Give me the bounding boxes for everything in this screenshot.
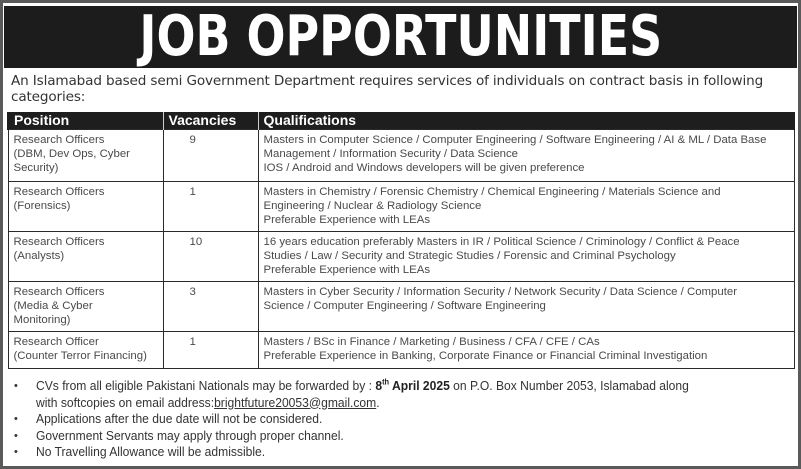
position-line: Research Officer xyxy=(13,335,99,348)
position-cell xyxy=(8,181,163,231)
notes-list xyxy=(14,378,794,461)
qualification-line: IOS / Android and Windows developers will be given preference xyxy=(263,162,585,175)
position-line: (Forensics) xyxy=(13,199,71,212)
qualifications-cell xyxy=(258,231,794,281)
note-item xyxy=(14,444,794,461)
note-line2-prefix: with softcopies on email address: xyxy=(36,394,215,410)
table-row xyxy=(8,281,794,331)
banner-title: JOB OPPORTUNITIES xyxy=(139,4,662,69)
position-cell xyxy=(8,331,163,368)
qualifications-cell xyxy=(258,129,794,181)
note-text-line2 xyxy=(36,395,380,412)
date-suffix: th xyxy=(382,377,390,387)
qualification-line: 16 years education preferably Masters in IR / Political Science / Criminology / Conflict & Peace xyxy=(263,235,740,248)
vacancies-cell: 1 xyxy=(163,331,258,368)
header-position: Position xyxy=(8,112,163,129)
qualification-line: Masters in Computer Science / Computer Engineering / Software Engineering / AI & ML / Data Base xyxy=(263,133,767,146)
qualification-line: Masters / BSc in Finance / Marketing / Business / CFA / CFE / CAs xyxy=(263,335,600,348)
position-line: (Counter Terror Financing) xyxy=(13,349,147,362)
table-row xyxy=(8,331,794,368)
note-text xyxy=(36,378,689,395)
email-link[interactable]: brightfuture20053@gmail.com xyxy=(214,394,377,410)
bullet-icon: • xyxy=(14,380,18,392)
qualifications-cell xyxy=(258,281,794,331)
vacancies-cell: 1 xyxy=(163,181,258,231)
deadline-date xyxy=(375,378,449,393)
table-row xyxy=(8,181,794,231)
position-line: (Media & Cyber xyxy=(13,299,93,312)
qualification-line: Preferable Experience with LEAs xyxy=(263,264,431,277)
qualifications-cell xyxy=(258,181,794,231)
jobs-table xyxy=(7,112,795,369)
qualification-line: Masters in Cyber Security / Information Security / Network Security / Data Science / Computer xyxy=(263,285,738,298)
note-text: No Travelling Allowance will be admissible. xyxy=(36,444,266,459)
position-line: Research Officers xyxy=(13,285,105,298)
vacancies-cell: 3 xyxy=(163,281,258,331)
date-rest: April 2025 xyxy=(389,378,450,393)
note-prefix: CVs from all eligible Pakistani Nationals may be forwarded by : xyxy=(36,378,376,393)
qualification-line: Management / Information Security / Data Science xyxy=(263,147,519,160)
position-line: Research Officers xyxy=(13,185,105,198)
note-after-date: on P.O. Box Number 2053, Islamabad along xyxy=(449,378,689,393)
note-text: Applications after the due date will not be considered. xyxy=(36,411,323,426)
intro-paragraph: An Islamabad based semi Government Department requires services of individuals on contract basis in following categories: xyxy=(11,73,764,105)
qualification-line: Preferable Experience with LEAs xyxy=(263,214,431,227)
note-line2-suffix: . xyxy=(376,394,380,410)
qualification-line: Science / Computer Engineering / Software Engineering xyxy=(263,299,546,312)
position-line: Research Officers xyxy=(13,235,105,248)
position-cell xyxy=(8,281,163,331)
note-text: Government Servants may apply through proper channel. xyxy=(36,427,344,443)
vacancies-cell: 9 xyxy=(163,129,258,181)
bullet-icon: • xyxy=(14,429,18,442)
qualification-line: Preferable Experience in Banking, Corporate Finance or Financial Criminal Investigation xyxy=(263,349,708,362)
banner-heading xyxy=(4,6,797,68)
position-line: Research Officers xyxy=(13,133,105,146)
bullet-icon: • xyxy=(14,446,18,458)
table-row xyxy=(8,129,794,181)
qualifications-cell xyxy=(258,331,794,368)
qualification-line: Studies / Law / Security and Strategic Studies / Forensic and Criminal Psychology xyxy=(263,249,676,262)
note-item xyxy=(14,411,794,428)
date-day: 8 xyxy=(375,378,383,393)
position-line: (Analysts) xyxy=(13,249,65,262)
header-qualifications: Qualifications xyxy=(258,112,794,129)
position-line: Security) xyxy=(13,162,59,175)
header-vacancies: Vacancies xyxy=(163,112,258,129)
table-row xyxy=(8,231,794,281)
position-line: (DBM, Dev Ops, Cyber xyxy=(13,147,130,160)
table-header-row xyxy=(8,112,794,129)
note-item xyxy=(14,428,794,445)
position-line: Monitoring) xyxy=(13,314,71,327)
position-cell xyxy=(8,231,163,281)
qualification-line: Masters in Chemistry / Forensic Chemistry / Chemical Engineering / Materials Science and xyxy=(263,185,721,198)
vacancies-cell: 10 xyxy=(163,231,258,281)
note-item xyxy=(14,378,794,411)
position-cell xyxy=(8,129,163,181)
bullet-icon: • xyxy=(14,413,18,425)
qualification-line: Engineering / Nuclear & Radiology Science xyxy=(263,199,482,212)
